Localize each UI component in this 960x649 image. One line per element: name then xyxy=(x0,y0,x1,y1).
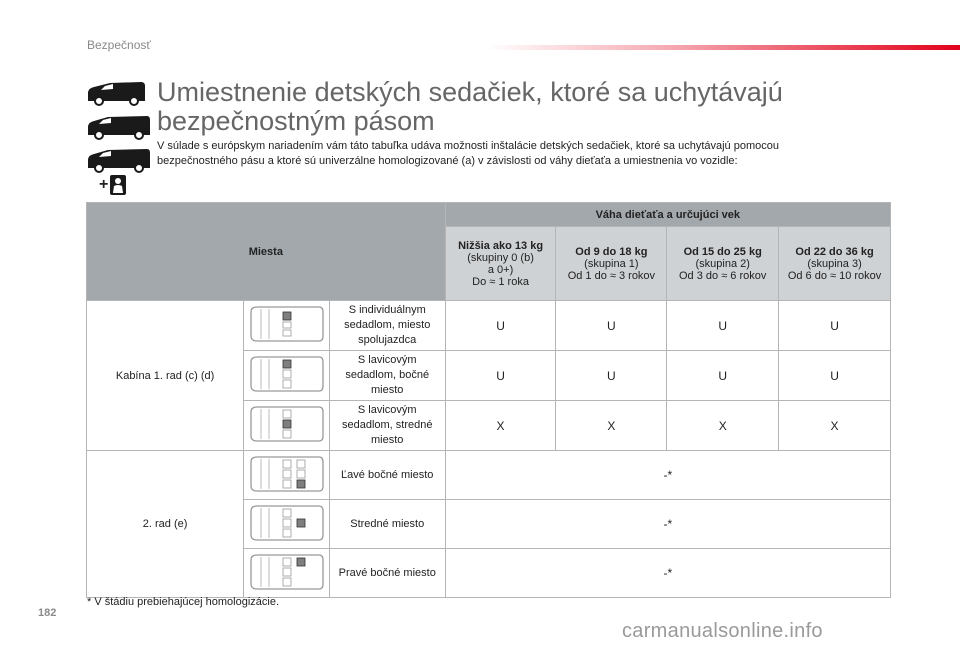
cell-value: U xyxy=(556,301,667,351)
seat-description: Ľavé bočné miesto xyxy=(329,451,445,500)
seat-diagram xyxy=(244,549,330,598)
child-seat-icon xyxy=(110,175,126,195)
col-header-line: a 0+) xyxy=(487,263,514,276)
seat-diagram xyxy=(244,351,330,401)
col-header-line: Od 3 do ≈ 6 rokov xyxy=(679,269,767,282)
footnote: * V štádiu prebiehajúcej homologizácie. xyxy=(87,596,280,608)
van-long-icon xyxy=(86,147,152,173)
seat-description: S individuálnym sedadlom, miesto spolujazdca xyxy=(329,301,445,351)
col-header-title: Nižšia ako 13 kg xyxy=(458,239,544,252)
col-header-line: (skupina 1) xyxy=(584,257,639,270)
cell-value-merged: -* xyxy=(445,451,890,500)
cell-value: X xyxy=(779,401,891,451)
intro-text: V súlade s európskym nariadením vám táto tabuľka udáva možnosti inštalácie detských sedačiek, ktoré sa uchytávajú pomocou bezpečnostného pásu a ktoré sú univerzálne homologizované (a) v závislosti od váhy dieťaťa a umiestnenia vo vozidle: xyxy=(157,140,779,167)
van-medium-icon xyxy=(86,114,152,140)
seat-description: Stredné miesto xyxy=(329,500,445,549)
table-row xyxy=(87,301,891,351)
car-top-view-icon xyxy=(247,304,325,344)
cell-value: X xyxy=(445,401,556,451)
seat-description: Pravé bočné miesto xyxy=(329,549,445,598)
child-seat-badge xyxy=(99,175,126,195)
page-number: 182 xyxy=(38,607,57,619)
cell-value: X xyxy=(667,401,779,451)
section-title: Bezpečnosť xyxy=(87,38,151,52)
col-header-line: Do ≈ 1 roka xyxy=(472,275,529,288)
child-seat-table xyxy=(86,202,891,598)
row-group-label: Kabína 1. rad (c) (d) xyxy=(87,301,244,451)
col-header-group-3 xyxy=(779,227,891,301)
cell-value: X xyxy=(556,401,667,451)
col-header-line: Od 6 do ≈ 10 rokov xyxy=(787,269,882,282)
car-top-view-icon xyxy=(247,552,325,592)
header-accent-bar xyxy=(485,45,960,50)
seat-diagram xyxy=(244,301,330,351)
col-header-title: Od 9 do 18 kg xyxy=(575,245,648,258)
col-header-title: Od 15 do 25 kg xyxy=(683,245,762,258)
col-header-line: (skupina 3) xyxy=(807,257,862,270)
seat-description: S lavicovým sedadlom, bočné miesto xyxy=(329,351,445,401)
seat-description: S lavicovým sedadlom, stredné miesto xyxy=(329,401,445,451)
col-header-line: (skupina 2) xyxy=(695,257,750,270)
col-header-weight-group: Váha dieťaťa a určujúci vek xyxy=(445,203,890,227)
table-row xyxy=(87,451,891,500)
seat-diagram xyxy=(244,500,330,549)
cell-value: U xyxy=(779,351,891,401)
cell-value: U xyxy=(779,301,891,351)
cell-value: U xyxy=(445,351,556,401)
col-header-line: Od 1 do ≈ 3 rokov xyxy=(567,269,656,282)
col-header-places: Miesta xyxy=(87,203,446,301)
col-header-title: Od 22 do 36 kg xyxy=(795,245,874,258)
cell-value: U xyxy=(667,301,779,351)
car-top-view-icon xyxy=(247,404,325,444)
car-top-view-icon xyxy=(247,354,325,394)
cell-value: U xyxy=(445,301,556,351)
car-top-view-icon xyxy=(247,454,325,494)
cell-value: U xyxy=(667,351,779,401)
col-header-group-1 xyxy=(556,227,667,301)
seat-diagram xyxy=(244,401,330,451)
cell-value: U xyxy=(556,351,667,401)
plus-icon: + xyxy=(99,176,109,193)
cell-value-merged: -* xyxy=(445,549,890,598)
row-group-label: 2. rad (e) xyxy=(87,451,244,598)
page-title: Umiestnenie detských sedačiek, ktoré sa uchytávajú bezpečnostným pásom xyxy=(157,77,783,136)
seat-diagram xyxy=(244,451,330,500)
col-header-group-2 xyxy=(667,227,779,301)
van-short-icon xyxy=(86,80,148,106)
watermark: carmanualsonline.info xyxy=(622,620,823,642)
col-header-group-0 xyxy=(445,227,556,301)
col-header-line: (skupiny 0 (b) xyxy=(467,251,534,264)
cell-value-merged: -* xyxy=(445,500,890,549)
car-top-view-icon xyxy=(247,503,325,543)
